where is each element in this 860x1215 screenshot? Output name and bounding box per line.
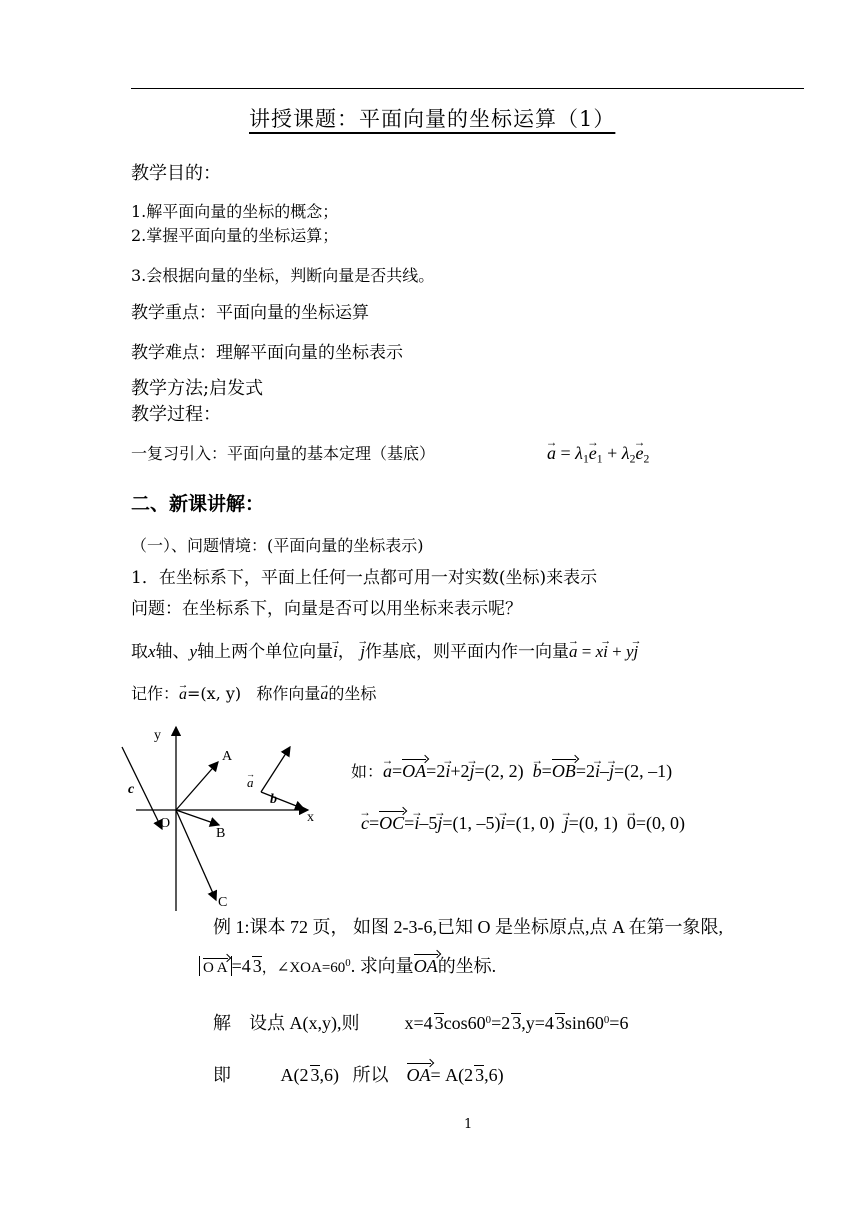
example1-condition: O A =4 3，$\angle XOA=60^0$. 求向量OA的坐标. bbox=[199, 956, 496, 976]
objective-item: 1.解平面向量的坐标的概念； bbox=[131, 202, 339, 221]
point-b-label: B bbox=[216, 826, 226, 841]
vector-a-free bbox=[261, 747, 290, 792]
page-title: 讲授课题：平面向量的坐标运算（1） bbox=[249, 107, 616, 131]
key-point: 教学重点：平面向量的坐标运算 bbox=[131, 303, 369, 323]
method: 教学方法;启发式 bbox=[131, 378, 264, 399]
point-c-label: C bbox=[218, 895, 228, 910]
vector-b-free bbox=[261, 792, 304, 809]
y-axis-label: y bbox=[154, 728, 161, 743]
objective-item: 3.会根据向量的坐标，判断向量是否共线。 bbox=[131, 266, 435, 285]
objectives-heading: 教学目的： bbox=[131, 163, 221, 184]
vector-oc bbox=[176, 810, 216, 900]
basis-sentence: 取x轴、y轴上两个单位向量→ i， → j作基底，则平面内作一向量→ a = x→ i + y→ j bbox=[131, 643, 638, 661]
vector-a-arrow-mark: → bbox=[246, 769, 255, 779]
vector-b-label: b bbox=[270, 792, 277, 807]
header-rule bbox=[131, 88, 804, 89]
review-label: 一复习引入：平面向量的基本定理（基底） bbox=[131, 444, 436, 463]
basis-theorem-formula: → $a = \lambda_1\to e_1 + \lambda_2\to e_2$ bbox=[547, 444, 649, 465]
x-axis-label: x bbox=[307, 810, 314, 825]
difficulty: 教学难点：理解平面向量的坐标表示 bbox=[131, 343, 403, 363]
example-vectors-ab: 如：→ a=OA=2→ i+2→ j=(2, 2) → b=OB=2→ i–→ j=(2, –1) bbox=[351, 762, 672, 780]
paragraph: 1．在坐标系下，平面上任何一点都可用一对实数(坐标)来表示 bbox=[131, 568, 598, 588]
coordinate-figure bbox=[110, 725, 335, 915]
therefore-line: 即 A(2 3,6) 所以 OA= A(2 3,6) bbox=[213, 1065, 504, 1085]
origin-label: O bbox=[160, 816, 171, 831]
point-a-label: A bbox=[222, 749, 233, 764]
notation-sentence: 记作：→ a=(x, y) 称作向量→ a的坐标 bbox=[131, 686, 376, 703]
example1-statement: 例 1:课本 72 页， 如图 2-3-6,已知 O 是坐标原点,点 A 在第一象限, bbox=[213, 917, 723, 937]
vector-a-label: a bbox=[247, 775, 254, 790]
vector-oa bbox=[176, 762, 218, 810]
example-vectors-c: → c=OC=→ i–5→ j=(1, –5)→ i=(1, 0) → j=(0, 1) → 0=(0, 0) bbox=[361, 814, 685, 832]
vector-ob bbox=[176, 810, 219, 825]
objective-item: 2.掌握平面向量的坐标运算； bbox=[131, 226, 339, 245]
page-number: 1 bbox=[464, 1117, 473, 1132]
section-heading: 二、新课讲解： bbox=[131, 493, 265, 515]
vector-c-label: c bbox=[128, 782, 135, 797]
process: 教学过程： bbox=[131, 404, 221, 425]
question: 问题：在坐标系下，向量是否可以用坐标来表示呢？ bbox=[131, 599, 522, 619]
subsection-heading: （一）、问题情境：(平面向量的坐标表示) bbox=[131, 536, 424, 555]
solution-line: 解 设点 A(x,y),则 x=4 $3\cos 60^0=2$ 3,y=4 $3\sin 60^0=6$ bbox=[213, 1013, 629, 1033]
